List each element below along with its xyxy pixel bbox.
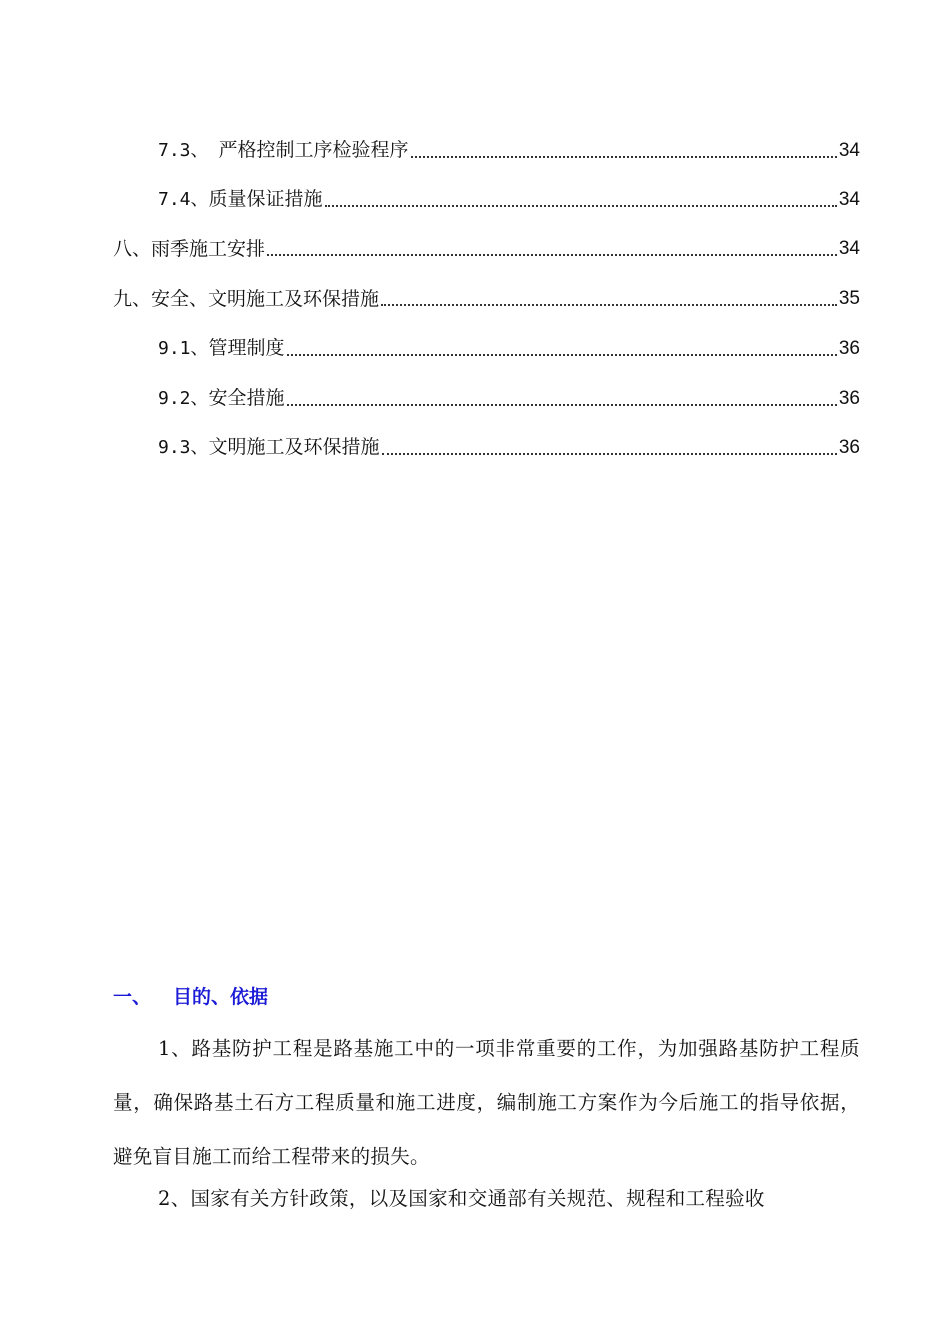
toc-dot-leader (267, 254, 837, 256)
toc-entry[interactable] (158, 384, 860, 414)
section-heading-title: 目的、依据 (173, 986, 269, 1008)
toc-dot-leader (381, 304, 837, 306)
toc-entry-title (158, 383, 285, 414)
toc-entry-number: 9.3、 (158, 437, 209, 458)
toc-entry-label: 质量保证措施 (208, 188, 323, 210)
toc-entry-title (158, 333, 285, 364)
section-heading (113, 982, 268, 1009)
toc-entry-title (113, 234, 265, 264)
toc-entry-label: 九、安全、文明施工及环保措施 (113, 288, 380, 310)
toc-page-number: 34 (838, 140, 860, 161)
toc-entry-title (158, 432, 380, 463)
toc-entry[interactable] (158, 433, 860, 463)
toc-dot-leader (411, 156, 837, 158)
toc-dot-leader (287, 404, 837, 406)
toc-entry-number: 9.2、 (158, 388, 209, 409)
toc-entry-label: 文明施工及环保措施 (208, 436, 380, 458)
toc-page-number: 34 (838, 238, 860, 259)
body-paragraph: 1、路基防护工程是路基施工中的一项非常重要的工作，为加强路基防护工程质量，确保路基土石方工程质量和施工进度，编制施工方案作为今后施工的指导依据，避免盲目施工而给工程带来的损失。 (113, 1037, 860, 1168)
section-heading-number: 一、 (113, 986, 152, 1008)
toc-page-number: 35 (838, 288, 860, 309)
toc-page-number: 36 (838, 437, 860, 458)
toc-entry-label: 安全措施 (208, 387, 285, 409)
toc-entry-title (113, 284, 379, 314)
toc-page-number: 34 (838, 189, 860, 210)
toc-entry[interactable] (158, 185, 860, 215)
toc-entry[interactable] (158, 136, 860, 166)
toc-page-number: 36 (838, 338, 860, 359)
toc-entry-number: 7.3、 (158, 140, 200, 161)
toc-page-number: 36 (838, 388, 860, 409)
toc-entry[interactable] (113, 234, 860, 264)
toc-entry-number: 9.1、 (158, 338, 209, 359)
toc-entry-label: 八、雨季施工安排 (113, 238, 266, 260)
toc-dot-leader (325, 205, 837, 207)
toc-dot-leader (287, 354, 837, 356)
toc-entry-title (158, 184, 323, 215)
toc-entry-title (158, 135, 409, 166)
toc-entry[interactable] (113, 284, 860, 314)
body-paragraph: 2、国家有关方针政策，以及国家和交通部有关规范、规程和工程验收 (158, 1187, 765, 1210)
toc-entry[interactable] (158, 334, 860, 364)
toc-entry-number: 7.4、 (158, 189, 209, 210)
toc-dot-leader (382, 453, 837, 455)
toc-entry-label: 严格控制工序检验程序 (199, 139, 409, 161)
toc-entry-label: 管理制度 (208, 337, 285, 359)
